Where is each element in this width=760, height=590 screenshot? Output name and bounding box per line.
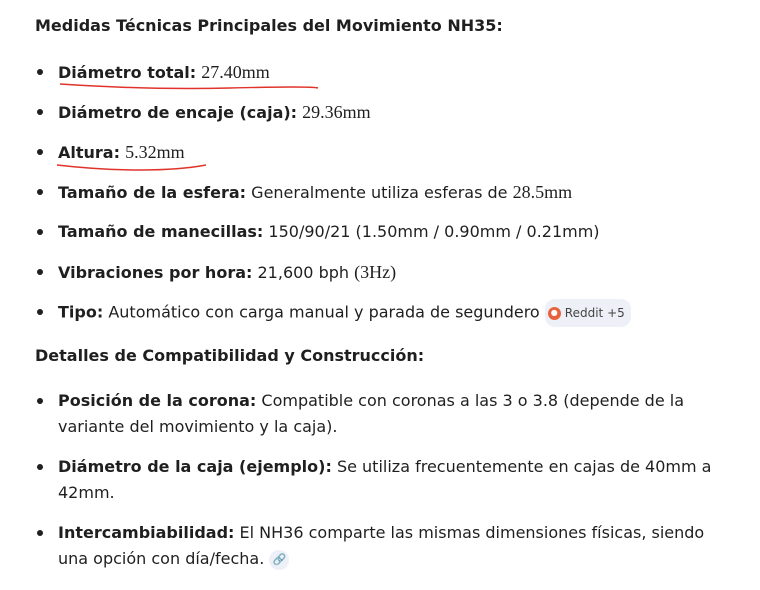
list-item — [58, 99, 738, 126]
detail-text: Compatible con coronas a las 3 o 3.8 (depende de la variante del movimiento y la caja). — [58, 391, 684, 436]
spec-value: 28.5mm — [512, 182, 573, 202]
spec-text: Automático con carga manual y parada de segundero — [108, 302, 540, 322]
link-icon[interactable]: 🔗 — [269, 550, 289, 570]
detail-label: Intercambiabilidad: — [58, 523, 235, 542]
detail-label: Diámetro de la caja (ejemplo): — [58, 457, 332, 476]
list-item — [58, 259, 738, 286]
detail-text: Se utiliza frecuentemente en cajas de 40mm a 42mm. — [58, 457, 712, 502]
spec-label: Tamaño de manecillas: — [58, 222, 264, 241]
spec-value: 29.36mm — [302, 102, 371, 122]
section-heading: Medidas Técnicas Principales del Movimiento NH35: — [35, 16, 503, 35]
spec-label: Diámetro de encaje (caja): — [58, 103, 298, 122]
list-item — [58, 59, 738, 86]
spec-text: 150/90/21 (1.50mm / 0.90mm / 0.21mm) — [268, 222, 600, 241]
source-chip[interactable] — [545, 299, 631, 327]
spec-value: 5.32mm — [125, 142, 185, 162]
spec-text: 21,600 bph — [257, 263, 350, 282]
spec-label: Tipo: — [58, 302, 104, 322]
list-item — [58, 299, 738, 327]
list-item — [58, 179, 738, 206]
list-item — [58, 388, 738, 440]
reddit-icon: ● — [548, 307, 561, 320]
spec-label: Tamaño de la esfera: — [58, 183, 247, 202]
spec-label: Vibraciones por hora: — [58, 263, 253, 282]
list-item — [58, 454, 738, 506]
spec-value: 27.40mm — [201, 62, 270, 82]
spec-text: Generalmente utiliza esferas de — [251, 183, 508, 202]
list-item — [58, 219, 738, 245]
spec-value: (3Hz) — [354, 262, 397, 282]
detail-label: Posición de la corona: — [58, 391, 257, 410]
source-chip-label: Reddit +5 — [564, 306, 625, 320]
spec-label: Altura: — [58, 143, 120, 162]
section-heading: Detalles de Compatibilidad y Construcción: — [35, 346, 425, 365]
list-item — [58, 520, 738, 572]
list-item — [58, 139, 738, 166]
detail-text: El NH36 comparte las mismas dimensiones físicas, siendo una opción con día/fecha. — [58, 523, 705, 568]
spec-label: Diámetro total: — [58, 63, 197, 82]
